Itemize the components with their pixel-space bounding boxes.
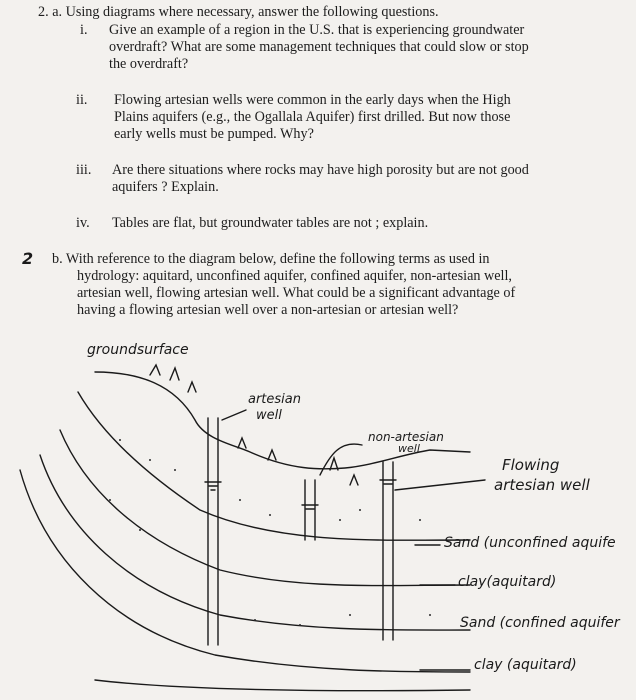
q2b-line-3: artesian well, flowing artesian well. What could be a significant advantage of (77, 285, 516, 301)
q2a-ii-line-3: early wells must be pumped. Why? (114, 126, 314, 142)
layer-boundary-5 (95, 680, 470, 691)
q2a-i-line-1: Give an example of a region in the U.S. that is experiencing groundwater (109, 22, 525, 38)
q2b-line-1: b. With reference to the diagram below, define the following terms as used in (52, 251, 490, 267)
q2a-i-line-2: overdraft? What are some management techniques that could slow or stop (109, 39, 529, 55)
non-artesian-pointer-line (320, 444, 362, 475)
q2a-header: 2. a. Using diagrams where necessary, answer the following questions. (38, 4, 439, 20)
layer-boundary-4 (20, 470, 470, 672)
q2b-line-2: hydrology: aquitard, unconfined aquifer, confined aquifer, non-artesian well, (77, 268, 512, 284)
q2b-hand-number: 2 (22, 249, 34, 268)
flowing-pointer-line (395, 480, 485, 490)
q2b-line-4: having a flowing artesian well over a non-artesian or artesian well? (77, 302, 459, 318)
grass-sketch-3 (330, 458, 358, 485)
label-flowing-1: Flowing (502, 456, 560, 474)
label-non-artesian-1: non-artesian (368, 430, 444, 444)
label-artesian-1: artesian (248, 392, 301, 407)
q2a-i-line-3: the overdraft? (109, 56, 189, 72)
grass-sketch-1 (150, 365, 196, 392)
label-non-artesian-2: well (398, 442, 420, 455)
label-flowing-2: artesian well (494, 476, 590, 494)
q2a-ii-marker: ii. (76, 92, 88, 108)
label-sand-confined: Sand (confined aquifer (460, 615, 620, 631)
label-ground-surface: groundsurface (87, 342, 189, 358)
label-sand-unconfined: Sand (unconfined aquife (444, 535, 616, 551)
q2a-iv-text: Tables are flat, but groundwater tables are not ; explain. (112, 215, 429, 231)
layer-boundary-3 (40, 455, 470, 630)
q2a-ii-line-2: Plains aquifers (e.g., the Ogallala Aquifer) first drilled. But now those (114, 109, 511, 125)
q2a-iv-marker: iv. (76, 215, 90, 231)
label-clay-aquitard-1: clay(aquitard) (458, 574, 557, 590)
q2a-i-marker: i. (80, 22, 88, 38)
artesian-pointer-line (222, 410, 246, 420)
q2a-iii-marker: iii. (76, 162, 92, 178)
label-clay-aquitard-2: clay (aquitard) (474, 657, 577, 673)
q2a-iii-line-1: Are there situations where rocks may have high porosity but are not good (112, 162, 529, 178)
q2a-ii-line-1: Flowing artesian wells were common in the early days when the High (114, 92, 511, 108)
label-artesian-2: well (256, 408, 282, 423)
q2a-iii-line-2: aquifers ? Explain. (112, 179, 219, 195)
